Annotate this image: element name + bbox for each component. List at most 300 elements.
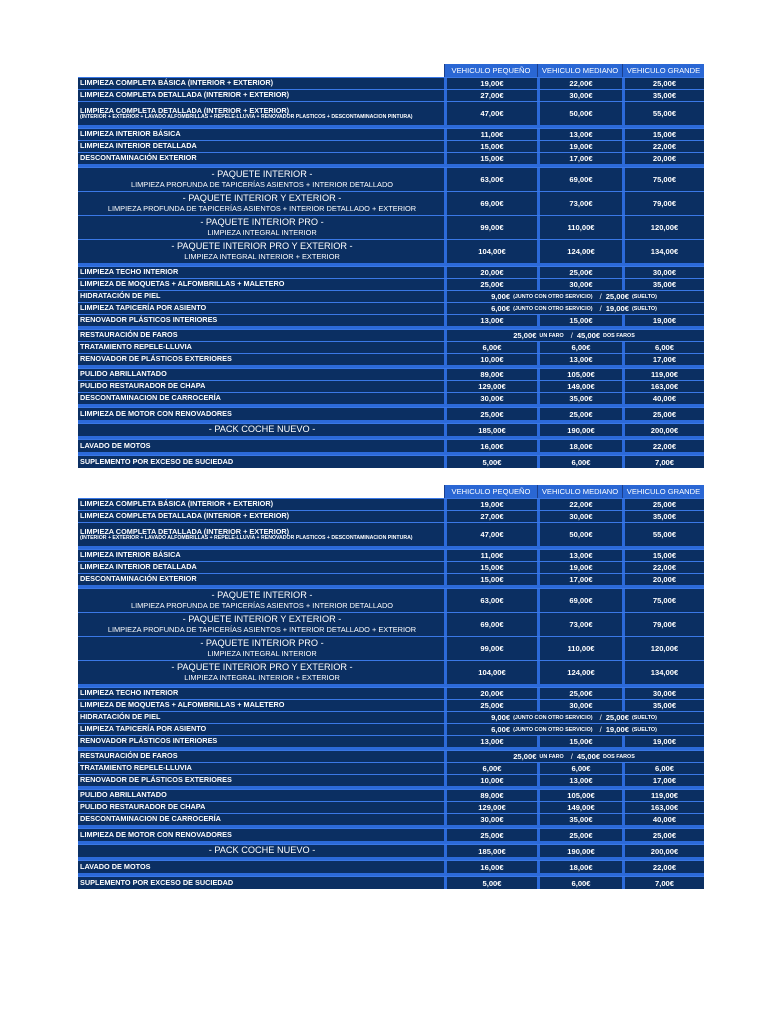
price-cell: 6,00€ — [622, 342, 704, 353]
price-separator: / — [599, 304, 602, 313]
service-name: LIMPIEZA COMPLETA DETALLADA (INTERIOR + EXTERIOR) — [80, 90, 290, 100]
table-row — [78, 140, 704, 152]
service-name: DESCONTAMINACION DE CARROCERÍA — [80, 393, 221, 403]
service-name: SUPLEMENTO POR EXCESO DE SUCIEDAD — [80, 456, 234, 466]
price-cell: 25,00€ — [537, 688, 622, 699]
price-cell: 129,00€ — [444, 802, 537, 813]
package-description: LIMPIEZA INTEGRAL INTERIOR + EXTERIOR — [184, 672, 340, 682]
package-title: - PAQUETE INTERIOR Y EXTERIOR - — [182, 192, 342, 203]
package-description: LIMPIEZA PROFUNDA DE TAPICERÍAS ASIENTOS + INTERIOR DETALLADO + EXTERIOR — [107, 624, 417, 634]
service-detail: (INTERIOR + EXTERIOR + LAVADO ALFOMBRILLAS + REPELE-LLUVIA + RENOVADOR PLASTICOS + DESCONTAMINACION PINTURA) — [80, 113, 413, 120]
service-name: PULIDO RESTAURADOR DE CHAPA — [80, 381, 206, 391]
table-row — [78, 380, 704, 392]
table-row — [78, 239, 704, 263]
price-cell: 50,00€ — [537, 523, 622, 546]
service-name: RENOVADOR PLÁSTICOS INTERIORES — [80, 315, 218, 325]
price-cell: 25,00€ — [537, 829, 622, 841]
table-row — [78, 723, 704, 735]
price-cell: 79,00€ — [622, 192, 704, 215]
price-cell: 15,00€ — [622, 550, 704, 561]
table-row — [78, 407, 704, 420]
price-b-note: (SUELTO) — [631, 293, 657, 300]
price-cell: 163,00€ — [622, 381, 704, 392]
price-cell: 13,00€ — [537, 129, 622, 140]
price-cell: 13,00€ — [444, 315, 537, 326]
service-label — [78, 700, 444, 711]
header-spacer — [78, 64, 444, 77]
service-name: PULIDO ABRILLANTADO — [80, 790, 167, 800]
price-cell: 22,00€ — [537, 499, 622, 510]
service-label — [78, 775, 444, 786]
package-label — [78, 589, 444, 612]
service-label — [78, 78, 444, 89]
package-description: LIMPIEZA INTEGRAL INTERIOR — [207, 227, 317, 237]
price-cell: 15,00€ — [537, 315, 622, 326]
price-cell: 15,00€ — [444, 574, 537, 585]
price-cell: 69,00€ — [537, 168, 622, 191]
price-cell: 13,00€ — [444, 736, 537, 747]
price-cell: 35,00€ — [622, 511, 704, 522]
table-row — [78, 101, 704, 125]
price-cell: 35,00€ — [537, 393, 622, 404]
price-cell: 75,00€ — [622, 168, 704, 191]
column-header: VEHICULO MEDIANO — [537, 64, 622, 77]
price-cell: 30,00€ — [622, 688, 704, 699]
price-cell: 20,00€ — [622, 574, 704, 585]
price-cell: 25,00€ — [537, 267, 622, 278]
table-row — [78, 660, 704, 684]
price-cell: 22,00€ — [622, 141, 704, 152]
service-label — [78, 303, 444, 314]
price-cell: 149,00€ — [537, 802, 622, 813]
service-label — [78, 408, 444, 420]
price-cell: 17,00€ — [622, 354, 704, 365]
price-cell: 30,00€ — [444, 814, 537, 825]
table-header — [78, 64, 704, 77]
price-separator: / — [599, 725, 602, 734]
price-cell: 13,00€ — [537, 354, 622, 365]
price-cell: 18,00€ — [537, 440, 622, 452]
price-cell: 20,00€ — [622, 153, 704, 164]
price-a: 25,00€ — [513, 752, 537, 761]
service-name: LIMPIEZA COMPLETA DETALLADA (INTERIOR + EXTERIOR) — [80, 526, 290, 536]
service-name: LAVADO DE MOTOS — [80, 440, 151, 450]
price-cell: 104,00€ — [444, 661, 537, 684]
price-cell: 22,00€ — [622, 562, 704, 573]
price-b: 25,00€ — [605, 292, 629, 301]
price-cell: 163,00€ — [622, 802, 704, 813]
price-a-note: UN FARO — [539, 332, 564, 339]
price-cell: 35,00€ — [622, 279, 704, 290]
service-name: LIMPIEZA TAPICERÍA POR ASIENTO — [80, 303, 207, 313]
price-combined — [444, 291, 704, 302]
price-cell: 20,00€ — [444, 267, 537, 278]
table-row — [78, 455, 704, 468]
price-cell: 134,00€ — [622, 661, 704, 684]
price-cell: 104,00€ — [444, 240, 537, 263]
package-description: LIMPIEZA INTEGRAL INTERIOR + EXTERIOR — [184, 251, 340, 261]
price-cell: 200,00€ — [622, 845, 704, 857]
table-row — [78, 341, 704, 353]
table-row — [78, 215, 704, 239]
service-label — [78, 829, 444, 841]
price-cell: 73,00€ — [537, 613, 622, 636]
price-combined — [444, 712, 704, 723]
table-row — [78, 278, 704, 290]
price-cell: 63,00€ — [444, 168, 537, 191]
service-label — [78, 102, 444, 125]
service-name: DESCONTAMINACION DE CARROCERÍA — [80, 814, 221, 824]
price-a: 6,00€ — [491, 304, 511, 313]
table-row — [78, 801, 704, 813]
price-cell: 13,00€ — [537, 550, 622, 561]
price-cell: 17,00€ — [537, 153, 622, 164]
price-cell: 6,00€ — [537, 763, 622, 774]
table-header — [78, 485, 704, 498]
price-cell: 5,00€ — [444, 456, 537, 468]
table-row — [78, 392, 704, 404]
table-row — [78, 290, 704, 302]
service-name: HIDRATACIÓN DE PIEL — [80, 291, 161, 301]
package-title: - PAQUETE INTERIOR PRO Y EXTERIOR - — [171, 661, 353, 672]
price-cell: 25,00€ — [622, 829, 704, 841]
table-row — [78, 844, 704, 857]
table-body — [78, 498, 704, 889]
service-name: LAVADO DE MOTOS — [80, 861, 151, 871]
price-cell: 17,00€ — [537, 574, 622, 585]
price-cell: 15,00€ — [622, 129, 704, 140]
service-name: LIMPIEZA COMPLETA BÁSICA (INTERIOR + EXTERIOR) — [80, 499, 274, 509]
price-cell: 30,00€ — [537, 511, 622, 522]
price-cell: 19,00€ — [444, 78, 537, 89]
price-cell: 22,00€ — [537, 78, 622, 89]
price-cell: 19,00€ — [537, 141, 622, 152]
service-name: LIMPIEZA DE MOTOR CON RENOVADORES — [80, 829, 232, 839]
price-cell: 35,00€ — [622, 700, 704, 711]
table-row — [78, 789, 704, 801]
price-cell: 27,00€ — [444, 511, 537, 522]
service-name: LIMPIEZA TECHO INTERIOR — [80, 267, 179, 277]
service-name: LIMPIEZA COMPLETA DETALLADA (INTERIOR + EXTERIOR) — [80, 511, 290, 521]
price-cell: 27,00€ — [444, 90, 537, 101]
price-b: 19,00€ — [605, 304, 629, 313]
price-cell: 185,00€ — [444, 424, 537, 436]
service-label — [78, 861, 444, 873]
price-cell: 69,00€ — [537, 589, 622, 612]
price-cell: 185,00€ — [444, 845, 537, 857]
table-row — [78, 522, 704, 546]
table-row — [78, 762, 704, 774]
price-cell: 120,00€ — [622, 637, 704, 660]
service-name: LIMPIEZA TAPICERÍA POR ASIENTO — [80, 724, 207, 734]
price-combined — [444, 724, 704, 735]
service-label — [78, 393, 444, 404]
price-separator: / — [570, 331, 573, 340]
price-cell: 7,00€ — [622, 877, 704, 889]
price-cell: 20,00€ — [444, 688, 537, 699]
price-cell: 13,00€ — [537, 775, 622, 786]
price-a-note: (JUNTO CON OTRO SERVICIO) — [513, 305, 593, 312]
table-row — [78, 813, 704, 825]
package-title: - PAQUETE INTERIOR - — [211, 168, 313, 179]
service-name: RENOVADOR PLÁSTICOS INTERIORES — [80, 736, 218, 746]
price-b-note: (SUELTO) — [631, 726, 657, 733]
service-name: LIMPIEZA DE MOTOR CON RENOVADORES — [80, 408, 232, 418]
price-b: 25,00€ — [605, 713, 629, 722]
service-label — [78, 440, 444, 452]
price-cell: 190,00€ — [537, 845, 622, 857]
table-row — [78, 423, 704, 436]
table-row — [78, 636, 704, 660]
price-cell: 73,00€ — [537, 192, 622, 215]
price-cell: 6,00€ — [537, 877, 622, 889]
service-label — [78, 562, 444, 573]
price-cell: 30,00€ — [537, 700, 622, 711]
price-cell: 19,00€ — [537, 562, 622, 573]
service-name: LIMPIEZA DE MOQUETAS + ALFOMBRILLAS + MALETERO — [80, 700, 285, 710]
price-table-top — [78, 64, 704, 468]
price-cell: 40,00€ — [622, 393, 704, 404]
price-cell: 124,00€ — [537, 661, 622, 684]
table-row — [78, 353, 704, 365]
price-b-note: (SUELTO) — [631, 305, 657, 312]
table-row — [78, 735, 704, 747]
price-cell: 18,00€ — [537, 861, 622, 873]
column-header: VEHICULO GRANDE — [622, 485, 704, 498]
price-cell: 47,00€ — [444, 102, 537, 125]
table-row — [78, 314, 704, 326]
table-row — [78, 774, 704, 786]
price-cell: 99,00€ — [444, 637, 537, 660]
table-row — [78, 588, 704, 612]
table-row — [78, 828, 704, 841]
price-b: 19,00€ — [605, 725, 629, 734]
price-cell: 35,00€ — [622, 90, 704, 101]
service-name: SUPLEMENTO POR EXCESO DE SUCIEDAD — [80, 877, 234, 887]
price-cell: 124,00€ — [537, 240, 622, 263]
price-cell: 11,00€ — [444, 129, 537, 140]
price-cell: 190,00€ — [537, 424, 622, 436]
price-cell: 105,00€ — [537, 369, 622, 380]
price-cell: 89,00€ — [444, 369, 537, 380]
price-combined — [444, 303, 704, 314]
price-cell: 25,00€ — [444, 279, 537, 290]
table-row — [78, 152, 704, 164]
price-separator: / — [599, 292, 602, 301]
service-name: RENOVADOR DE PLÁSTICOS EXTERIORES — [80, 775, 232, 785]
table-body — [78, 77, 704, 468]
service-name: PULIDO ABRILLANTADO — [80, 369, 167, 379]
column-header: VEHICULO MEDIANO — [537, 485, 622, 498]
price-cell: 30,00€ — [622, 267, 704, 278]
service-label — [78, 550, 444, 561]
service-label — [78, 790, 444, 801]
price-cell: 25,00€ — [444, 408, 537, 420]
service-label — [78, 511, 444, 522]
package-description: LIMPIEZA PROFUNDA DE TAPICERÍAS ASIENTOS + INTERIOR DETALLADO + EXTERIOR — [107, 203, 417, 213]
price-cell: 19,00€ — [622, 736, 704, 747]
price-cell: 149,00€ — [537, 381, 622, 392]
price-cell: 22,00€ — [622, 440, 704, 452]
service-label — [78, 153, 444, 164]
price-a: 9,00€ — [491, 292, 511, 301]
price-combined — [444, 330, 704, 341]
service-label — [78, 499, 444, 510]
price-cell: 63,00€ — [444, 589, 537, 612]
price-cell: 19,00€ — [622, 315, 704, 326]
service-name: LIMPIEZA COMPLETA BÁSICA (INTERIOR + EXTERIOR) — [80, 78, 274, 88]
package-label — [78, 240, 444, 263]
package-label — [78, 168, 444, 191]
service-label — [78, 330, 444, 341]
table-row — [78, 439, 704, 452]
service-label — [78, 763, 444, 774]
table-row — [78, 128, 704, 140]
price-a-note: UN FARO — [539, 753, 564, 760]
package-description: LIMPIEZA INTEGRAL INTERIOR — [207, 648, 317, 658]
price-cell: 50,00€ — [537, 102, 622, 125]
package-title: - PAQUETE INTERIOR - — [211, 589, 313, 600]
service-name: LIMPIEZA INTERIOR BÁSICA — [80, 550, 181, 560]
table-row — [78, 699, 704, 711]
price-cell: 25,00€ — [622, 78, 704, 89]
service-label — [78, 736, 444, 747]
service-name: LIMPIEZA INTERIOR BÁSICA — [80, 129, 181, 139]
package-label — [78, 845, 444, 857]
table-row — [78, 750, 704, 762]
price-cell: 119,00€ — [622, 369, 704, 380]
service-name: LIMPIEZA COMPLETA DETALLADA (INTERIOR + EXTERIOR) — [80, 105, 290, 115]
table-row — [78, 510, 704, 522]
price-cell: 99,00€ — [444, 216, 537, 239]
package-description: LIMPIEZA PROFUNDA DE TAPICERÍAS ASIENTOS + INTERIOR DETALLADO — [130, 179, 394, 189]
price-cell: 79,00€ — [622, 613, 704, 636]
package-label — [78, 661, 444, 684]
price-cell: 89,00€ — [444, 790, 537, 801]
header-spacer — [78, 485, 444, 498]
package-label — [78, 192, 444, 215]
price-cell: 105,00€ — [537, 790, 622, 801]
price-separator: / — [599, 713, 602, 722]
service-name: DESCONTAMINACIÓN EXTERIOR — [80, 153, 197, 163]
service-label — [78, 141, 444, 152]
service-detail: (INTERIOR + EXTERIOR + LAVADO ALFOMBRILLAS + REPELE-LLUVIA + RENOVADOR PLASTICOS + DESCONTAMINACION PINTURA) — [80, 534, 413, 541]
package-title: - PACK COCHE NUEVO - — [208, 424, 316, 435]
table-row — [78, 612, 704, 636]
table-row — [78, 876, 704, 889]
price-cell: 69,00€ — [444, 613, 537, 636]
price-cell: 30,00€ — [537, 90, 622, 101]
table-row — [78, 549, 704, 561]
service-name: RESTAURACIÓN DE FAROS — [80, 330, 178, 340]
package-title: - PAQUETE INTERIOR PRO - — [200, 637, 324, 648]
price-cell: 55,00€ — [622, 102, 704, 125]
service-label — [78, 342, 444, 353]
service-label — [78, 877, 444, 889]
price-b: 45,00€ — [576, 752, 601, 761]
service-label — [78, 574, 444, 585]
package-label — [78, 613, 444, 636]
package-label — [78, 216, 444, 239]
price-b-note: (SUELTO) — [631, 714, 657, 721]
price-cell: 120,00€ — [622, 216, 704, 239]
price-cell: 6,00€ — [444, 763, 537, 774]
service-label — [78, 354, 444, 365]
price-a-note: (JUNTO CON OTRO SERVICIO) — [513, 714, 593, 721]
service-name: LIMPIEZA DE MOQUETAS + ALFOMBRILLAS + MALETERO — [80, 279, 285, 289]
service-label — [78, 688, 444, 699]
price-cell: 40,00€ — [622, 814, 704, 825]
table-row — [78, 711, 704, 723]
price-cell: 15,00€ — [444, 153, 537, 164]
price-cell: 75,00€ — [622, 589, 704, 612]
table-row — [78, 77, 704, 89]
price-cell: 30,00€ — [537, 279, 622, 290]
table-row — [78, 167, 704, 191]
service-label — [78, 456, 444, 468]
service-label — [78, 523, 444, 546]
price-cell: 19,00€ — [444, 499, 537, 510]
service-label — [78, 291, 444, 302]
price-cell: 110,00€ — [537, 216, 622, 239]
table-row — [78, 191, 704, 215]
package-description: LIMPIEZA PROFUNDA DE TAPICERÍAS ASIENTOS + INTERIOR DETALLADO — [130, 600, 394, 610]
price-cell: 6,00€ — [537, 342, 622, 353]
price-cell: 16,00€ — [444, 861, 537, 873]
service-name: RESTAURACIÓN DE FAROS — [80, 751, 178, 761]
price-cell: 25,00€ — [537, 408, 622, 420]
price-cell: 15,00€ — [444, 562, 537, 573]
price-b-note: DOS FAROS — [603, 332, 635, 339]
package-title: - PAQUETE INTERIOR Y EXTERIOR - — [182, 613, 342, 624]
price-cell: 6,00€ — [622, 763, 704, 774]
table-row — [78, 687, 704, 699]
price-cell: 17,00€ — [622, 775, 704, 786]
price-cell: 5,00€ — [444, 877, 537, 889]
service-label — [78, 315, 444, 326]
package-title: - PAQUETE INTERIOR PRO Y EXTERIOR - — [171, 240, 353, 251]
column-header: VEHICULO GRANDE — [622, 64, 704, 77]
price-cell: 69,00€ — [444, 192, 537, 215]
service-name: PULIDO RESTAURADOR DE CHAPA — [80, 802, 206, 812]
table-row — [78, 498, 704, 510]
price-a: 25,00€ — [513, 331, 537, 340]
service-label — [78, 381, 444, 392]
service-name: TRATAMIENTO REPELE-LLUVIA — [80, 763, 192, 773]
price-b-note: DOS FAROS — [603, 753, 635, 760]
package-label — [78, 424, 444, 436]
service-name: RENOVADOR DE PLÁSTICOS EXTERIORES — [80, 354, 232, 364]
table-row — [78, 368, 704, 380]
service-label — [78, 90, 444, 101]
price-cell: 119,00€ — [622, 790, 704, 801]
price-a: 6,00€ — [491, 725, 511, 734]
table-row — [78, 329, 704, 341]
table-row — [78, 89, 704, 101]
service-label — [78, 369, 444, 380]
price-b: 45,00€ — [576, 331, 601, 340]
service-label — [78, 279, 444, 290]
package-title: - PAQUETE INTERIOR PRO - — [200, 216, 324, 227]
service-name: LIMPIEZA INTERIOR DETALLADA — [80, 562, 197, 572]
service-label — [78, 751, 444, 762]
column-header: VEHICULO PEQUEÑO — [444, 64, 537, 77]
price-cell: 7,00€ — [622, 456, 704, 468]
price-table-bottom — [78, 485, 704, 889]
price-cell: 129,00€ — [444, 381, 537, 392]
price-a-note: (JUNTO CON OTRO SERVICIO) — [513, 726, 593, 733]
service-label — [78, 814, 444, 825]
